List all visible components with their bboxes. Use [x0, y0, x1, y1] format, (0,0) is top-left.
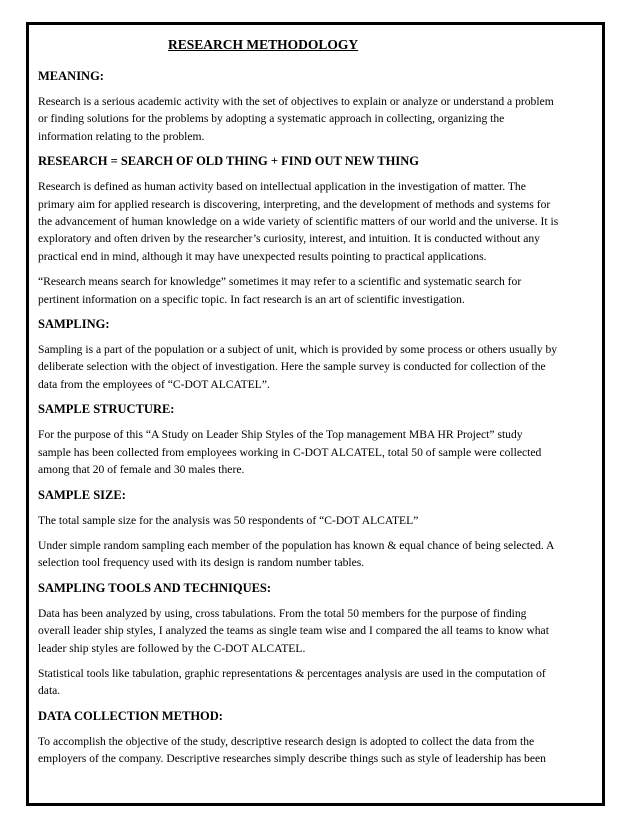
document-body	[38, 36, 600, 776]
section-research-definition	[38, 153, 600, 308]
paragraph: Statistical tools like tabulation, graphic representations & percentages analysis are used in the computation of data.	[38, 666, 546, 698]
paragraph: For the purpose of this “A Study on Leader Ship Styles of the Top management MBA HR Project” study sample has been collected from employees working in C-DOT ALCATEL, total 50 of sample were collected among that 20 of female and 30 males there.	[38, 428, 542, 477]
section-heading: SAMPLE STRUCTURE:	[38, 402, 175, 417]
paragraph: The total sample size for the analysis was 50 respondents of “C-DOT ALCATEL”	[38, 513, 419, 527]
paragraph: “Research means search for knowledge” sometimes it may refer to a scientific and systematic search for pertinent information on a specific topic. In fact research is an art of scientific investigation.	[38, 275, 522, 306]
section-heading: RESEARCH = SEARCH OF OLD THING + FIND OUT NEW THING	[38, 154, 419, 169]
section-sample-structure	[38, 401, 600, 478]
section-heading: SAMPLING:	[38, 317, 110, 332]
section-meaning	[38, 68, 600, 145]
section-sampling	[38, 316, 600, 393]
paragraph: Research is a serious academic activity with the set of objectives to explain or analyze or understand a problem or finding solutions for the problems by adopting a systematic approach in collecting, organizing the information relating to the problem.	[38, 95, 554, 143]
section-heading: SAMPLE SIZE:	[38, 487, 126, 502]
paragraph: Data has been analyzed by using, cross tabulations. From the total 50 members for the purpose of finding overall leader ship styles, I analyzed the teams as single team wise and I compared the all teams to know what leader ship styles are followed by the C-DOT ALCATEL.	[38, 606, 549, 655]
section-sampling-tools	[38, 580, 600, 700]
section-data-collection	[38, 708, 600, 768]
section-heading: SAMPLING TOOLS AND TECHNIQUES:	[38, 580, 272, 595]
paragraph: Sampling is a part of the population or a subject of unit, which is provided by some process or others usually by deliberate selection with the object of investigation. Here the sample survey is conducted for collection of the data from the employees of “C-DOT ALCATEL”.	[38, 343, 558, 391]
document-title: RESEARCH METHODOLOGY	[168, 37, 359, 52]
paragraph: Under simple random sampling each member of the population has known & equal chance of being selected. A selection tool frequency used with its design is random number tables.	[38, 538, 555, 570]
paragraph: To accomplish the objective of the study, descriptive research design is adopted to collect the data from the employers of the company. Descriptive researches simply describe things such as style of leadership has been	[38, 734, 546, 766]
paragraph: Research is defined as human activity based on intellectual application in the investigation of matter. The primary aim for applied research is discovering, interpreting, and the development of methods and systems for the advancement of human knowledge on a wide variety of scientific matters of our world and the universe. It is exploratory and often driven by the researcher’s curiosity, interest, and intuition. It is conducted without any practical end in mind, although it may have unexpected results pointing to practical applications.	[38, 180, 559, 263]
section-heading: DATA COLLECTION METHOD:	[38, 708, 223, 723]
section-sample-size	[38, 487, 600, 572]
section-heading: MEANING:	[38, 69, 104, 83]
